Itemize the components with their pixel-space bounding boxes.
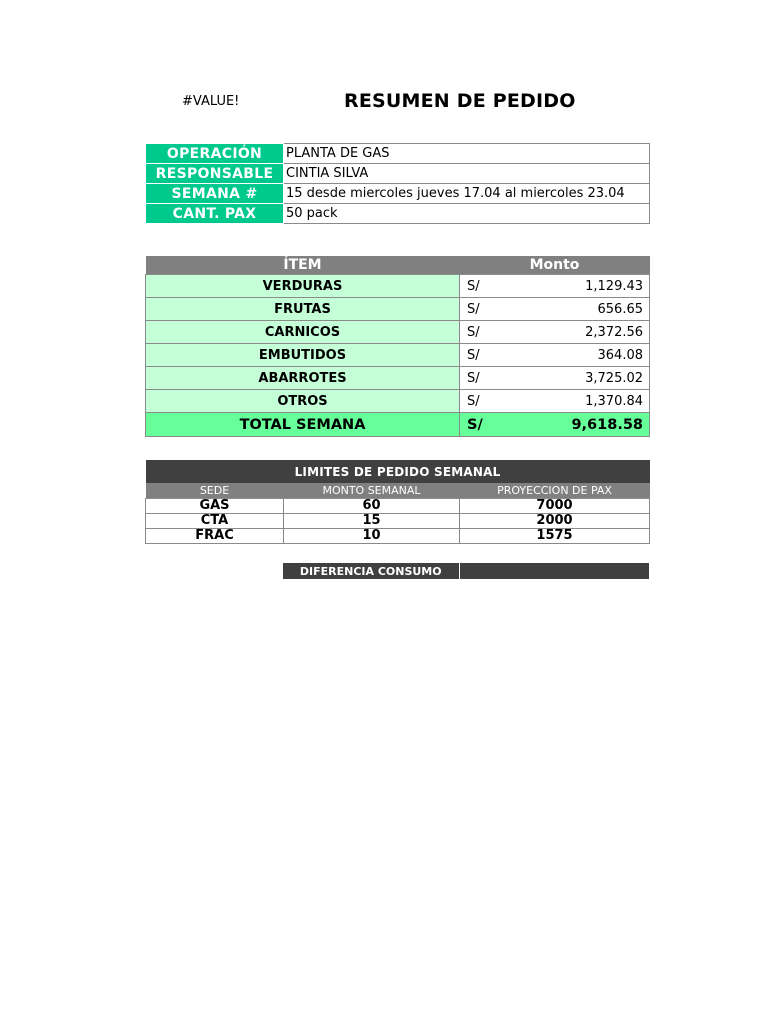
info-value-cant-pax[interactable]: 50 pack xyxy=(284,204,650,224)
total-row xyxy=(146,413,650,437)
item-currency: S/ xyxy=(460,321,500,344)
limits-caption: LIMITES DE PEDIDO SEMANAL xyxy=(146,460,650,483)
item-name: ABARROTES xyxy=(146,367,460,390)
info-value-semana[interactable]: 15 desde miercoles jueves 17.04 al miercoles 23.04 xyxy=(284,184,650,204)
info-label-semana: SEMANA # xyxy=(146,184,284,204)
items-header-row xyxy=(146,256,650,275)
limits-sede: FRAC xyxy=(146,529,284,544)
item-amount[interactable]: 2,372.56 xyxy=(500,321,650,344)
info-row-operacion xyxy=(146,144,650,164)
total-currency: S/ xyxy=(460,413,500,437)
limits-monto[interactable]: 60 xyxy=(284,499,460,514)
table-row xyxy=(146,298,650,321)
total-amount[interactable]: 9,618.58 xyxy=(500,413,650,437)
table-row xyxy=(146,499,650,514)
limits-header-monto: MONTO SEMANAL xyxy=(284,483,460,499)
limits-proyeccion[interactable]: 1575 xyxy=(460,529,650,544)
item-name: OTROS xyxy=(146,390,460,413)
error-value-cell: #VALUE! xyxy=(182,94,240,109)
total-label: TOTAL SEMANA xyxy=(146,413,460,437)
limits-sede: CTA xyxy=(146,514,284,529)
info-label-operacion: OPERACIÓN xyxy=(146,144,284,164)
diferencia-value[interactable] xyxy=(459,563,649,579)
item-amount[interactable]: 364.08 xyxy=(500,344,650,367)
info-label-cant-pax: CANT. PAX xyxy=(146,204,284,224)
item-name: FRUTAS xyxy=(146,298,460,321)
limits-header-row xyxy=(146,483,650,499)
limits-sede: GAS xyxy=(146,499,284,514)
info-row-semana xyxy=(146,184,650,204)
item-amount[interactable]: 656.65 xyxy=(500,298,650,321)
table-row xyxy=(146,390,650,413)
limits-header-proyeccion: PROYECCION DE PAX xyxy=(460,483,650,499)
limits-monto[interactable]: 15 xyxy=(284,514,460,529)
limits-header-sede: SEDE xyxy=(146,483,284,499)
diferencia-table xyxy=(283,563,649,579)
table-row xyxy=(146,275,650,298)
table-row xyxy=(146,344,650,367)
items-header-item: ÍTEM xyxy=(146,256,460,275)
table-row xyxy=(146,514,650,529)
table-row xyxy=(146,321,650,344)
item-currency: S/ xyxy=(460,298,500,321)
info-row-cant-pax xyxy=(146,204,650,224)
item-name: VERDURAS xyxy=(146,275,460,298)
diferencia-label: DIFERENCIA CONSUMO xyxy=(283,563,459,579)
info-value-operacion[interactable]: PLANTA DE GAS xyxy=(284,144,650,164)
limits-table xyxy=(145,460,650,544)
item-amount[interactable]: 1,129.43 xyxy=(500,275,650,298)
table-row xyxy=(146,529,650,544)
item-currency: S/ xyxy=(460,344,500,367)
info-label-responsable: RESPONSABLE xyxy=(146,164,284,184)
info-table xyxy=(145,143,650,224)
item-currency: S/ xyxy=(460,390,500,413)
item-name: EMBUTIDOS xyxy=(146,344,460,367)
info-value-responsable[interactable]: CINTIA SILVA xyxy=(284,164,650,184)
limits-proyeccion[interactable]: 2000 xyxy=(460,514,650,529)
item-currency: S/ xyxy=(460,367,500,390)
info-row-responsable xyxy=(146,164,650,184)
item-name: CARNICOS xyxy=(146,321,460,344)
table-row xyxy=(146,367,650,390)
limits-monto[interactable]: 10 xyxy=(284,529,460,544)
items-header-monto: Monto xyxy=(460,256,650,275)
item-amount[interactable]: 1,370.84 xyxy=(500,390,650,413)
limits-caption-row xyxy=(146,460,650,483)
page-title: RESUMEN DE PEDIDO xyxy=(344,90,576,112)
items-table xyxy=(145,256,650,437)
item-currency: S/ xyxy=(460,275,500,298)
item-amount[interactable]: 3,725.02 xyxy=(500,367,650,390)
diferencia-row xyxy=(283,563,649,579)
limits-proyeccion[interactable]: 7000 xyxy=(460,499,650,514)
